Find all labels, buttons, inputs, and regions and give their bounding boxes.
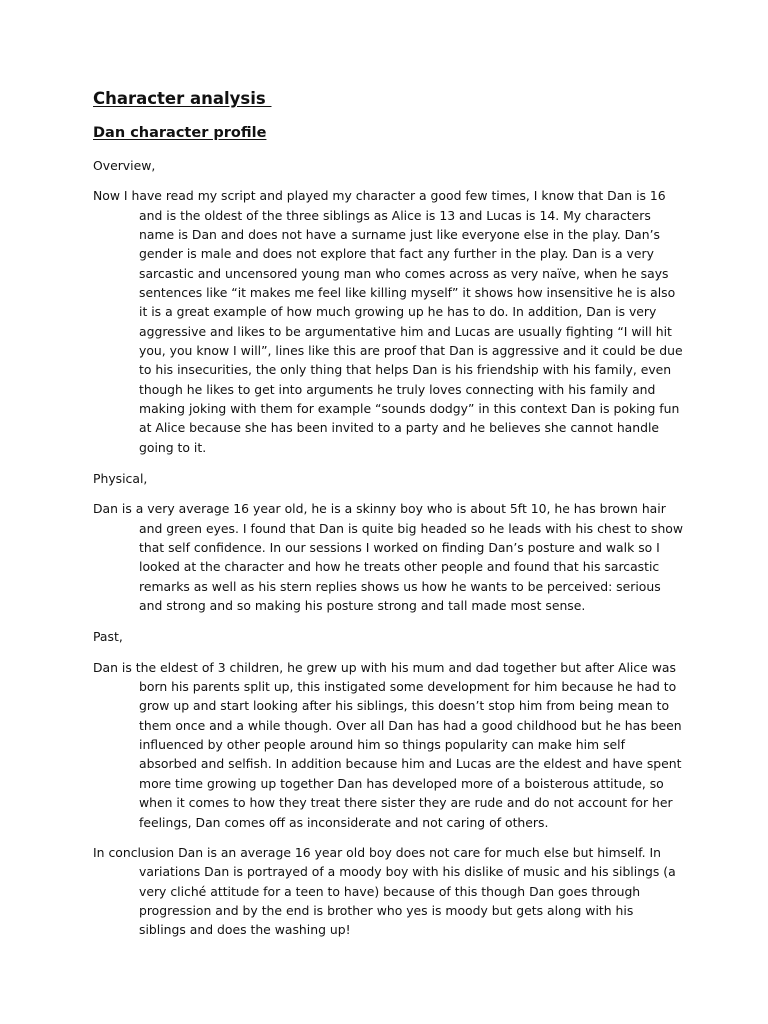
section-heading-physical: Physical, <box>93 471 148 487</box>
section-heading-overview: Overview, <box>93 158 156 173</box>
section-heading-past: Past, <box>93 629 123 645</box>
section-paragraph-physical: Dan is a very average 16 year old, he is a skinny boy who is about 5ft 10, he has brown hair and green eyes. I found that Dan is quite big headed so he leads with his chest to show that self confidence. In our sessions I worked on finding Dan’s posture and walk so I looked at the character and how he treats other people and found that his sarcastic remarks as well as his stern replies shows us how he wants to be perceived: serious and strong and so making his posture strong and tall made most sense. <box>93 501 684 614</box>
document-page <box>93 88 683 940</box>
conclusion-paragraph: In conclusion Dan is an average 16 year old boy does not care for much else but himself. In variations Dan is portrayed of a moody boy with his dislike of music and his siblings (a very cliché attitude for a teen to have) because of this though Dan goes through progression and by the end is brother who yes is moody but gets along with his siblings and does the washing up! <box>93 844 676 938</box>
section-paragraph-overview: Now I have read my script and played my character a good few times, I know that Dan is 16 and is the oldest of the three siblings as Alice is 13 and Lucas is 14. My characters name is Dan and does not have a surname just like everyone else in the play. Dan’s gender is male and does not explore that fact any further in the play. Dan is a very sarcastic and uncensored young man who comes across as very naïve, when he says sentences like “it makes me feel like killing myself” it shows how insensitive he is also it is a great example of how much growing up he has to do. In addition, Dan is very aggressive and likes to be argumentative him and Lucas are usually fighting “I will hit you, you know I will”, lines like this are proof that Dan is aggressive and it could be due to his insecurities, the only thing that helps Dan is his friendship with his family, even though he likes to get into arguments he truly loves connecting with his family and making joking with them for example “sounds dodgy” in this context Dan is poking fun at Alice because she has been invited to a party and he believes she cannot handle going to it. <box>93 188 683 455</box>
document-subtitle: Dan character profile <box>93 125 267 141</box>
document-title: Character analysis <box>93 89 272 108</box>
section-paragraph-past: Dan is the eldest of 3 children, he grew up with his mum and dad together but after Alice was born his parents split up, this instigated some development for him because he had to grow up and start looking after his siblings, this doesn’t stop him from being mean to them once and a while though. Over all Dan has had a good childhood but he has been influenced by other people around him so things popularity can make him self absorbed and selfish. In addition because him and Lucas are the eldest and have spent more time growing up together Dan has developed more of a boisterous attitude, so when it comes to how they treat there sister they are rude and do not account for her feelings, Dan comes off as inconsiderate and not caring of others. <box>93 659 682 830</box>
